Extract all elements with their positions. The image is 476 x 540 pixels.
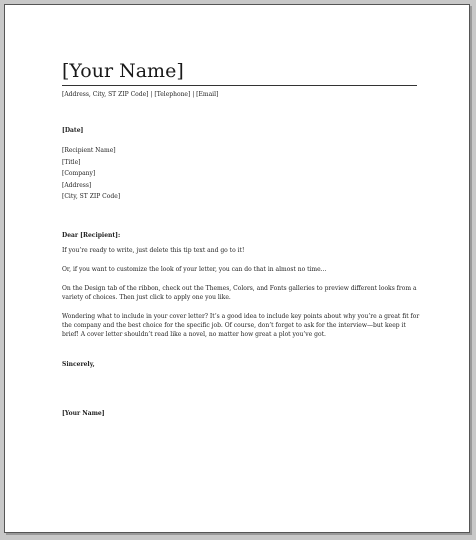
recipient-block bbox=[62, 145, 120, 203]
recipient-title: [Title] bbox=[62, 158, 81, 166]
letter-page bbox=[4, 4, 470, 533]
closing: Sincerely, bbox=[62, 361, 95, 368]
letter-date: [Date] bbox=[62, 127, 84, 134]
body-paragraph-1: If you’re ready to write, just delete this tip text and go to it! bbox=[62, 247, 245, 254]
sender-contact-line: [Address, City, ST ZIP Code] | [Telephone] | [Email] bbox=[62, 91, 219, 98]
signature-name: [Your Name] bbox=[62, 410, 105, 417]
recipient-city-state-zip: [City, ST ZIP Code] bbox=[62, 193, 121, 200]
recipient-name: [Recipient Name] bbox=[62, 147, 116, 154]
sender-name-heading: [Your Name] bbox=[62, 60, 184, 82]
body-paragraph-4: Wondering what to include in your cover letter? It’s a good idea to include key points about why you’re a great fit for the company and the best choice for the specific job. Of course, don’t forget to ask for the interview—but keep it brief! A cover letter shouldn’t read like a novel, no matter how great a plot you’ve got. bbox=[62, 313, 420, 339]
heading-divider bbox=[62, 85, 417, 86]
salutation: Dear [Recipient]: bbox=[62, 232, 121, 239]
recipient-company: [Company] bbox=[62, 170, 96, 177]
recipient-address: [Address] bbox=[62, 181, 92, 189]
body-paragraph-3: On the Design tab of the ribbon, check out the Themes, Colors, and Fonts galleries to preview different looks from a variety of choices. Then just click to apply one you like. bbox=[62, 285, 417, 302]
body-paragraph-2: Or, if you want to customize the look of your letter, you can do that in almost no time… bbox=[62, 266, 327, 273]
